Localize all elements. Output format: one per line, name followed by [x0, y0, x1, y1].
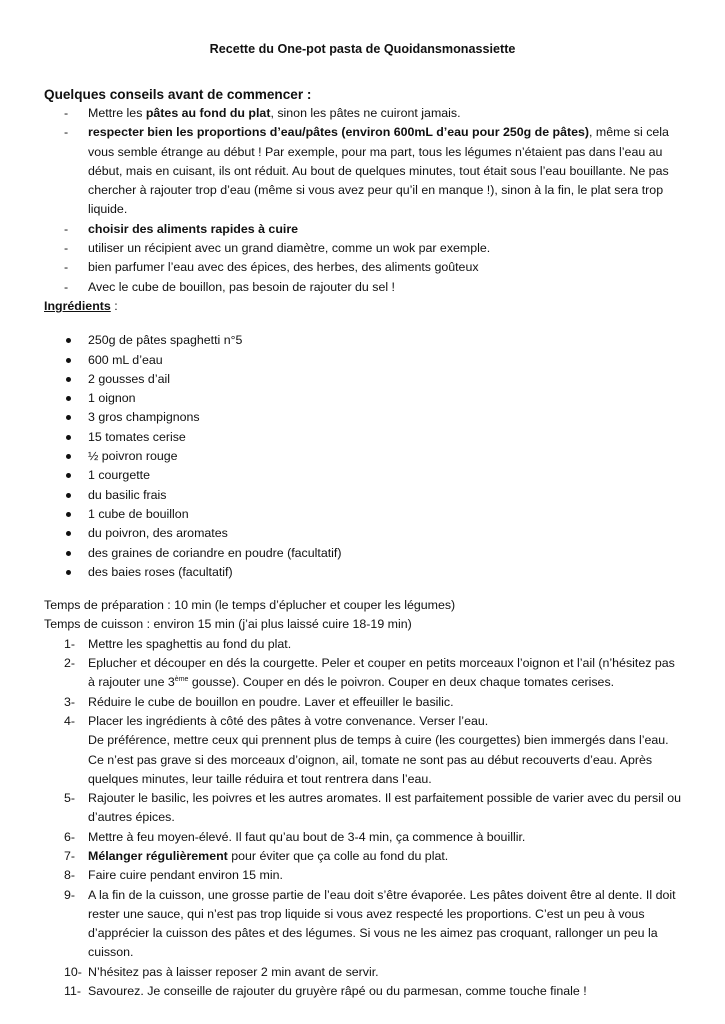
list-item: - respecter bien les proportions d’eau/pâtes (environ 600mL d’eau pour 250g de pâtes), même si cela vous semble étrange au début ! Par exemple, pour ma part, tous les légumes n’étaient pas dans l’eau au début, mais en cuisant, ils ont réduit. Au bout de quelques minutes, tout était sous l’eau bouillante. Ne pas chercher à rajouter trop d’eau (même si vous avez peur qu’il en manque !), sinon à la fin, le plat sera trop liquide. [64, 125, 669, 217]
list-item: 11- Savourez. Je conseille de rajouter du gruyère râpé ou du parmesan, comme touche finale ! [64, 984, 587, 999]
list-item: du basilic frais [44, 486, 681, 505]
list-item: 3- Réduire le cube de bouillon en poudre. Laver et effeuiller le basilic. [64, 694, 454, 709]
list-item: des baies roses (facultatif) [44, 563, 681, 582]
list-item: 3 gros champignons [44, 408, 681, 427]
list-item: - bien parfumer l’eau avec des épices, des herbes, des aliments goûteux [64, 260, 479, 275]
list-item: - Mettre les pâtes au fond du plat, sinon les pâtes ne cuiront jamais. [64, 106, 461, 120]
list-item: - choisir des aliments rapides à cuire [64, 221, 299, 236]
list-item: 2 gousses d’ail [44, 370, 681, 389]
ingredients-list [44, 331, 681, 582]
list-item: 4- Placer les ingrédients à côté des pâtes à votre convenance. Verser l’eau. De préférence, mettre ceux qui prennent plus de temps à cuire (les courgettes) bien immergés dans l’eau. Ce n’est pas grave si des morceaux d’oignon, ail, tomate ne sont pas au début recouverts d’eau. Après quelques minutes, leur taille réduira et tout rentrera dans l’eau. [64, 713, 669, 786]
cook-time: Temps de cuisson : environ 15 min (j’ai plus laissé cuire 18-19 min) [44, 617, 412, 632]
list-item: 1 courgette [44, 466, 681, 485]
steps-list [44, 635, 681, 1002]
list-item: 6- Mettre à feu moyen-élevé. Il faut qu’au bout de 3-4 min, ça commence à bouillir. [64, 829, 526, 844]
list-item: 10- N’hésitez pas à laisser reposer 2 min avant de servir. [64, 964, 379, 979]
list-item: 15 tomates cerise [44, 428, 681, 447]
tips-heading: Quelques conseils avant de commencer : [44, 87, 312, 102]
list-item: ½ poivron rouge [44, 447, 681, 466]
list-item: 9- A la fin de la cuisson, une grosse partie de l’eau doit s’être évaporée. Les pâtes doivent être al dente. Il doit rester une sauce, qui n’est pas trop liquide si vous avez respecté les proportions. C’est un peu à vous d’apprécier la cuisson des pâtes et des légumes. Si vous ne les aimez pas croquant, rallonger un peu la cuisson. [64, 887, 676, 960]
list-item: - Avec le cube de bouillon, pas besoin de rajouter du sel ! [64, 279, 395, 294]
list-item: 7- Mélanger régulièrement pour éviter que ça colle au fond du plat. [64, 848, 449, 863]
tips-list [44, 104, 681, 297]
list-item: 1 oignon [44, 389, 681, 408]
list-item: du poivron, des aromates [44, 524, 681, 543]
list-item: 1- Mettre les spaghettis au fond du plat. [64, 636, 292, 651]
list-item: 250g de pâtes spaghetti n°5 [44, 331, 681, 350]
list-item: - utiliser un récipient avec un grand diamètre, comme un wok par exemple. [64, 241, 491, 256]
list-item: 600 mL d’eau [44, 351, 681, 370]
list-item: 2- Eplucher et découper en dés la courgette. Peler et couper en petits morceaux l’oignon et l’ail (n’hésitez pas à rajouter une 3ème gousse). Couper en dés le poivron. Couper en deux chaque tomates cerises. [64, 656, 675, 690]
prep-time: Temps de préparation : 10 min (le temps d’éplucher et couper les légumes) [44, 598, 456, 613]
list-item: des graines de coriandre en poudre (facultatif) [44, 544, 681, 563]
ingredients-heading: Ingrédients : [44, 298, 118, 313]
list-item: 5- Rajouter le basilic, les poivres et les autres aromates. Il est parfaitement possible de varier avec du persil ou d’autres épices. [64, 791, 681, 825]
list-item: 1 cube de bouillon [44, 505, 681, 524]
list-item: 8- Faire cuire pendant environ 15 min. [64, 868, 283, 883]
document-title: Recette du One-pot pasta de Quoidansmonassiette [209, 42, 516, 56]
